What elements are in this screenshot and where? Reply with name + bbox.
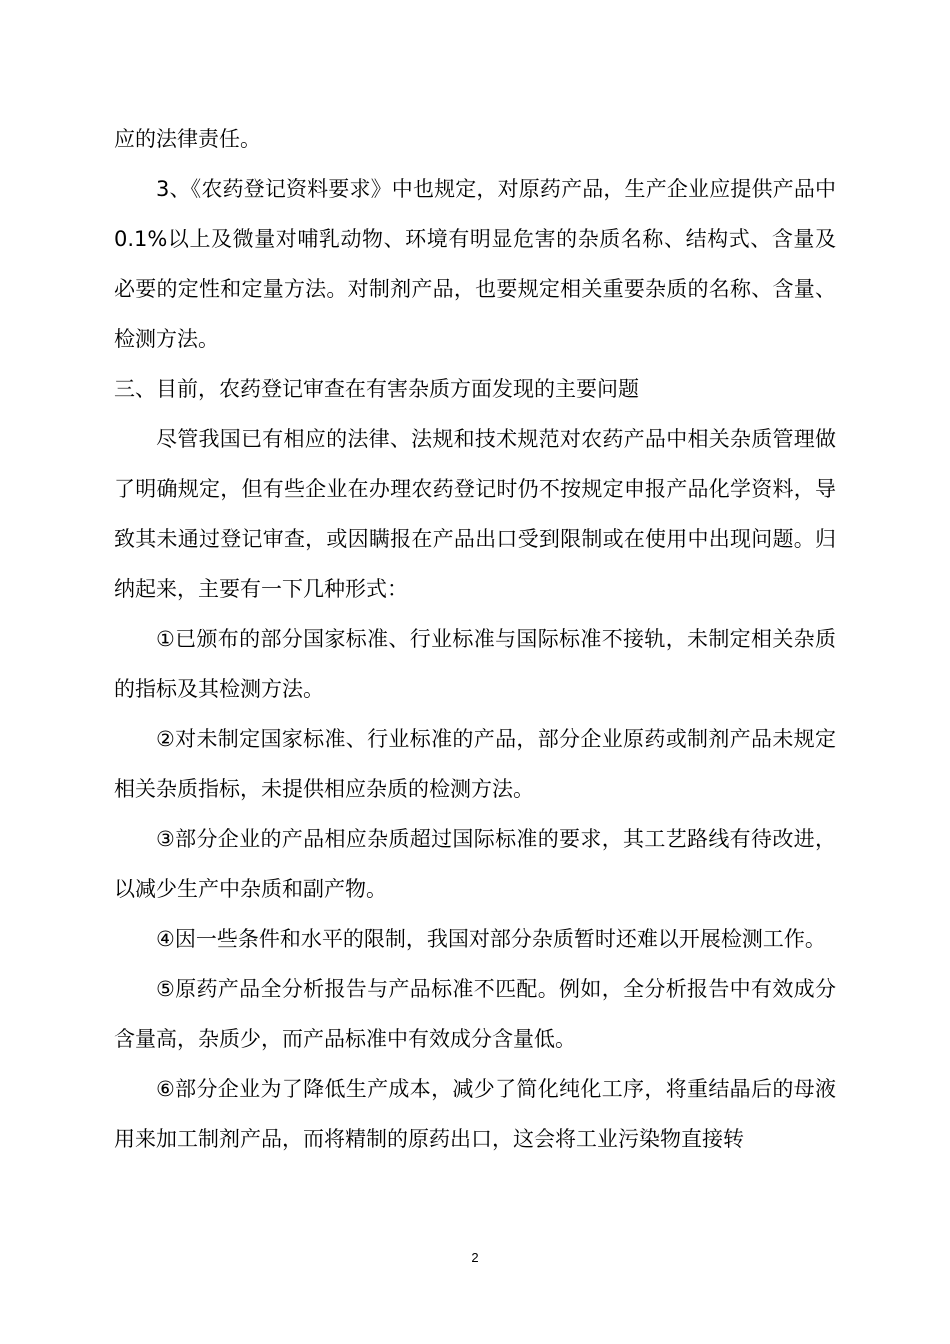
paragraph-continuation: 应的法律责任。	[114, 127, 261, 151]
section-heading: 三、目前，农药登记审查在有害杂质方面发现的主要问题	[114, 377, 639, 401]
list-item-3: ③部分企业的产品相应杂质超过国际标准的要求，其工艺路线有待改进，以减少生产中杂质和副产物。	[114, 827, 836, 901]
page-number: 2	[471, 1250, 479, 1265]
list-item-6: ⑥部分企业为了降低生产成本，减少了简化纯化工序，将重结晶后的母液用来加工制剂产品，而将精制的原药出口，这会将工业污染物直接转	[114, 1077, 836, 1151]
list-item-1: ①已颁布的部分国家标准、行业标准与国际标准不接轨，未制定相关杂质的指标及其检测方法。	[114, 627, 836, 701]
paragraph-intro: 尽管我国已有相应的法律、法规和技术规范对农药产品中相关杂质管理做了明确规定，但有些企业在办理农药登记时仍不按规定申报产品化学资料，导致其未通过登记审查，或因瞒报在产品出口受到限制或在使用中出现问题。归纳起来，主要有一下几种形式：	[114, 427, 836, 601]
list-item-5: ⑤原药产品全分析报告与产品标准不匹配。例如，全分析报告中有效成分含量高，杂质少，而产品标准中有效成分含量低。	[114, 977, 836, 1051]
paragraph-item-3: 3、《农药登记资料要求》中也规定，对原药产品，生产企业应提供产品中 0.1%以上及微量对哺乳动物、环境有明显危害的杂质名称、结构式、含量及必要的定性和定量方法。对制剂产品，也要规定相关重要杂质的名称、含量、检测方法。	[114, 177, 836, 351]
document-body	[114, 114, 836, 1164]
list-item-4: ④因一些条件和水平的限制，我国对部分杂质暂时还难以开展检测工作。	[156, 927, 826, 951]
list-item-2: ②对未制定国家标准、行业标准的产品，部分企业原药或制剂产品未规定相关杂质指标，未提供相应杂质的检测方法。	[114, 727, 836, 801]
